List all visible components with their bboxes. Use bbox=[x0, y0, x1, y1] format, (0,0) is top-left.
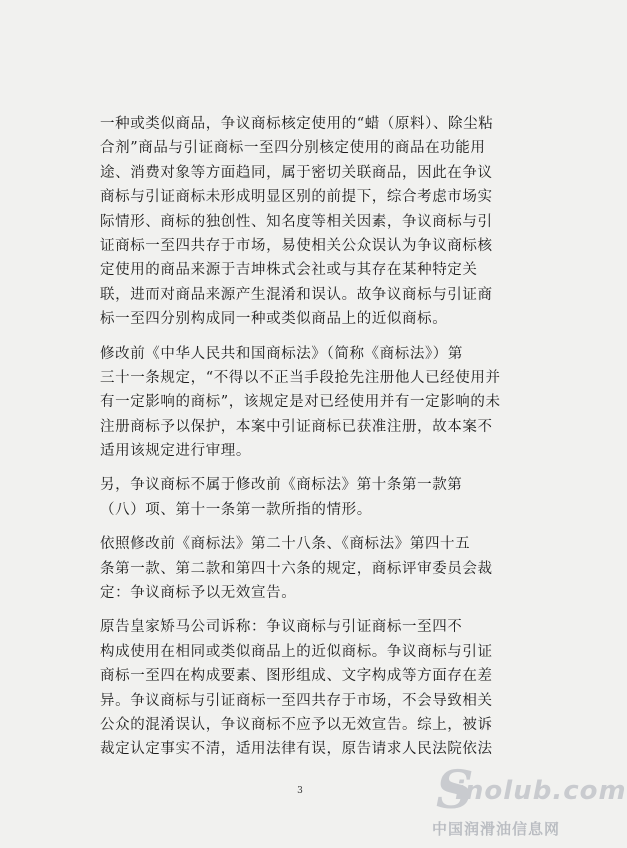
text-line: 合剂”商品与引证商标一至四分别核定使用的商品在功能用 bbox=[100, 140, 486, 157]
text-line: 有一定影响的商标”，该规定是对已经使用并有一定影响的未 bbox=[100, 394, 501, 411]
text-line: 途、消费对象等方面趋同，属于密切关联商品，因此在争议 bbox=[100, 164, 493, 181]
text-line: 一种或类似商品，争议商标核定使用的“蜡（原料）、除尘粘 bbox=[100, 116, 494, 132]
text-line: 际情形、商标的独创性、知名度等相关因素，争议商标与引 bbox=[100, 213, 493, 230]
text-line: 证商标一至四共存于市场，易使相关公众误认为争议商标核 bbox=[100, 237, 493, 254]
text-line: 定使用的商品来源于吉坤株式会社或与其存在某种特定关 bbox=[100, 262, 478, 279]
text-line: 条第一款、第二款和第四十六条的规定，商标评审委员会裁 bbox=[100, 560, 493, 577]
text-line: 公众的混淆误认，争议商标不应予以无效宣告。综上，被诉 bbox=[100, 716, 493, 733]
text-line: （八）项、第十一条第一款所指的情形。 bbox=[100, 501, 372, 518]
text-line: 适用该规定进行审理。 bbox=[100, 443, 251, 460]
watermark-logo-letter: S bbox=[436, 760, 474, 821]
text-line: 三十一条规定，“不得以不正当手段抢先注册他人已经使用并 bbox=[100, 369, 501, 386]
page-number: 3 bbox=[297, 786, 303, 796]
text-line: 注册商标予以保护，本案中引证商标已获准注册，故本案不 bbox=[100, 418, 493, 435]
text-line: 标一至四分别构成同一种或类似商品上的近似商标。 bbox=[100, 311, 448, 328]
text-line: 依照修改前《商标法》第二十八条、《商标法》第四十五 bbox=[100, 536, 471, 553]
text-line: 构成使用在相同或类似商品上的近似商标。争议商标与引证 bbox=[100, 643, 493, 660]
paragraph-gap bbox=[100, 605, 520, 615]
paragraph-gap bbox=[100, 332, 520, 342]
body-text bbox=[100, 112, 520, 762]
watermark-logo: inolub.com bbox=[455, 776, 627, 806]
watermark-site-name: 中国润滑油信息网 bbox=[432, 820, 561, 838]
text-line: 商标一至四在构成要素、图形组成、文字构成等方面存在差 bbox=[100, 668, 493, 685]
paragraph-gap bbox=[100, 463, 520, 473]
text-line: 裁定认定事实不清，适用法律有误，原告请求人民法院依法 bbox=[100, 741, 493, 758]
text-line: 定：争议商标予以无效宣告。 bbox=[100, 585, 297, 602]
text-line: 异。争议商标与引证商标一至四共存于市场，不会导致相关 bbox=[100, 692, 493, 709]
text-line: 修改前《中华人民共和国商标法》（简称《商标法》）第 bbox=[100, 345, 463, 362]
text-line: 联，进而对商品来源产生混淆和误认。故争议商标与引证商 bbox=[100, 286, 493, 303]
text-line: 商标与引证商标未形成明显区别的前提下，综合考虑市场实 bbox=[100, 189, 493, 206]
text-line: 原告皇家矫马公司诉称：争议商标与引证商标一至四不 bbox=[100, 619, 463, 636]
paragraph-gap bbox=[100, 522, 520, 532]
text-line: 另，争议商标不属于修改前《商标法》第十条第一款第 bbox=[100, 477, 463, 494]
